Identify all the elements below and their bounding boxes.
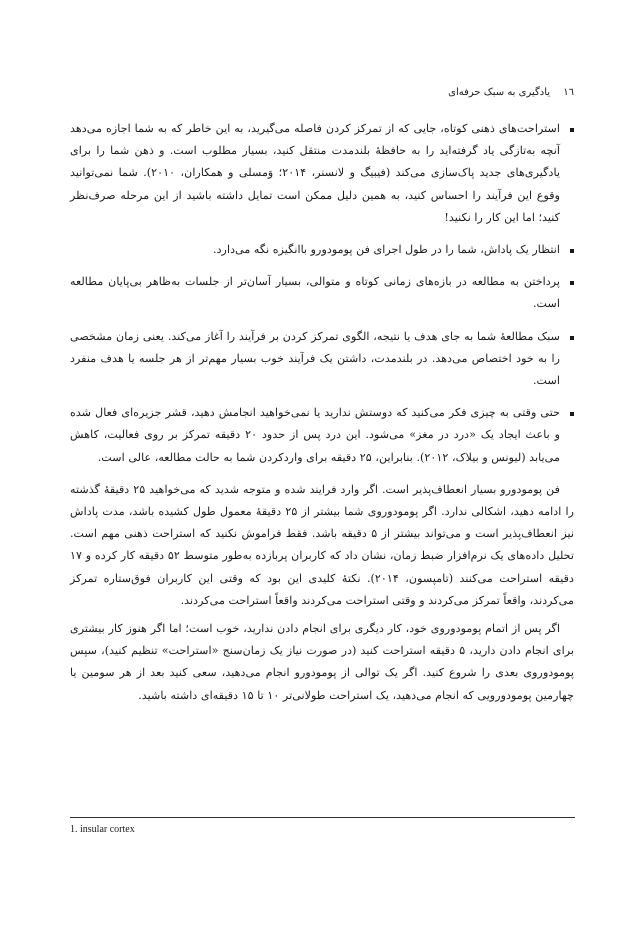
list-item: حتی وقتی به چیزی فکر می‌کنید که دوستش ندارید یا نمی‌خواهید انجامش دهید، قشر جزیره‌ای فعال شده و باعث ایجاد یک «درد در مغز» می‌شود. این درد پس از حدود ۲۰ دقیقه تمرکز بر روی فعالیت، کاهش می‌یابد (لیونس و بیلاک، ۲۰۱۲). بنابراین، ۲۵ دقیقه برای واردکردن شما به حالت مطالعه، عالی است. [70,402,574,469]
footnote-divider [70,817,575,818]
bullet-icon [570,249,574,253]
bullet-icon [570,128,574,132]
list-item: استراحت‌های ذهنی کوتاه، جایی که از تمرکز کردن فاصله می‌گیرید، به این خاطر که به شما اجازه می‌دهد آنچه به‌تازگی یاد گرفته‌اید را به حافظهٔ بلندمدت منتقل کنید، بسیار مطلوب است. و ذهن شما را برای یادگیری‌های جدید پاک‌سازی می‌کند (فیبیگ و لانسنر، ۲۰۱۴؛ وَمسلی و همکاران، ۲۰۱۰). شما نمی‌توانید وقوع این فرآیند را احساس کنید، به همین دلیل ممکن است تمایل داشته باشید از این مرحله صرف‌نظر کنید؛ اما این کار را نکنید! [70,118,574,229]
bullet-icon [570,336,574,340]
paragraph: فن پومودورو بسیار انعطاف‌پذیر است. اگر وارد فرایند شده و متوجه شدید که می‌خواهید ۲۵ دقیقهٔ گذشته را ادامه دهید، اشکالی ندارد. اگر پومودوروی شما بیشتر از ۲۵ دقیقهٔ معمول طول کشیده باشد، مدت پاداش نیز انعطاف‌پذیر است و می‌تواند بیشتر از ۵ دقیقه باشد. فقط فراموش نکنید که استراحت ذهنی مهم است. تحلیل داده‌های یک نرم‌افزار ضبط زمان، نشان داد که کاربران پربازده به‌طور متوسط ۵۲ دقیقه کار کرده و ۱۷ دقیقه استراحت می‌کنند (تامپسون، ۲۰۱۴). نکتهٔ کلیدی این بود که وقتی این کاربران فوق‌ستاره تمرکز می‌کردند، واقعاً تمرکز می‌کردند و وقتی استراحت می‌کردند واقعاً استراحت می‌کردند. [70,482,574,607]
running-header [70,86,574,100]
bullet-icon [570,281,574,285]
bullet-list [70,118,574,469]
page-number: ١٦ [563,87,574,98]
running-title: یادگیری به سبک حرفه‌ای [448,87,551,98]
list-item: سبک مطالعهٔ شما به جای هدف یا نتیجه، الگوی تمرکز کردن بر فرآیند را آغاز می‌کند. یعنی زمان مشخصی را به خود اختصاص می‌دهد. در بلندمدت، داشتن یک فرآیند خوب بسیار مهم‌تر از هر جلسه یا هدف منفرد است. [70,326,574,393]
list-item: انتظار یک پاداش، شما را در طول اجرای فن پومودورو باانگیزه نگه می‌دارد. [70,239,574,261]
paragraph: اگر پس از اتمام پومودوروی خود، کار دیگری برای انجام دادن ندارید، خوب است؛ اما اگر هنوز کار بیشتری برای انجام دادن دارید، ۵ دقیقه استراحت کنید (در صورت نیاز یک زمان‌سنج «استراحت» تنظیم کنید)، سپس پومودوروی بعدی را شروع کنید. اگر یک توالی از پومودورو انجام می‌دهید، سعی کنید بعد از هر سومین یا چهارمین پومودورویی که انجام می‌دهید، یک استراحت طولانی‌تر ۱۰ تا ۱۵ دقیقه‌ای داشته باشید. [70,622,574,702]
list-item: پرداختن به مطالعه در بازه‌های زمانی کوتاه و متوالی، بسیار آسان‌تر از جلسات به‌ظاهر بی‌پایان مطالعه است. [70,271,574,315]
footnote: 1. insular cortex [70,824,135,835]
bullet-icon [570,412,574,416]
body-text [70,118,574,713]
